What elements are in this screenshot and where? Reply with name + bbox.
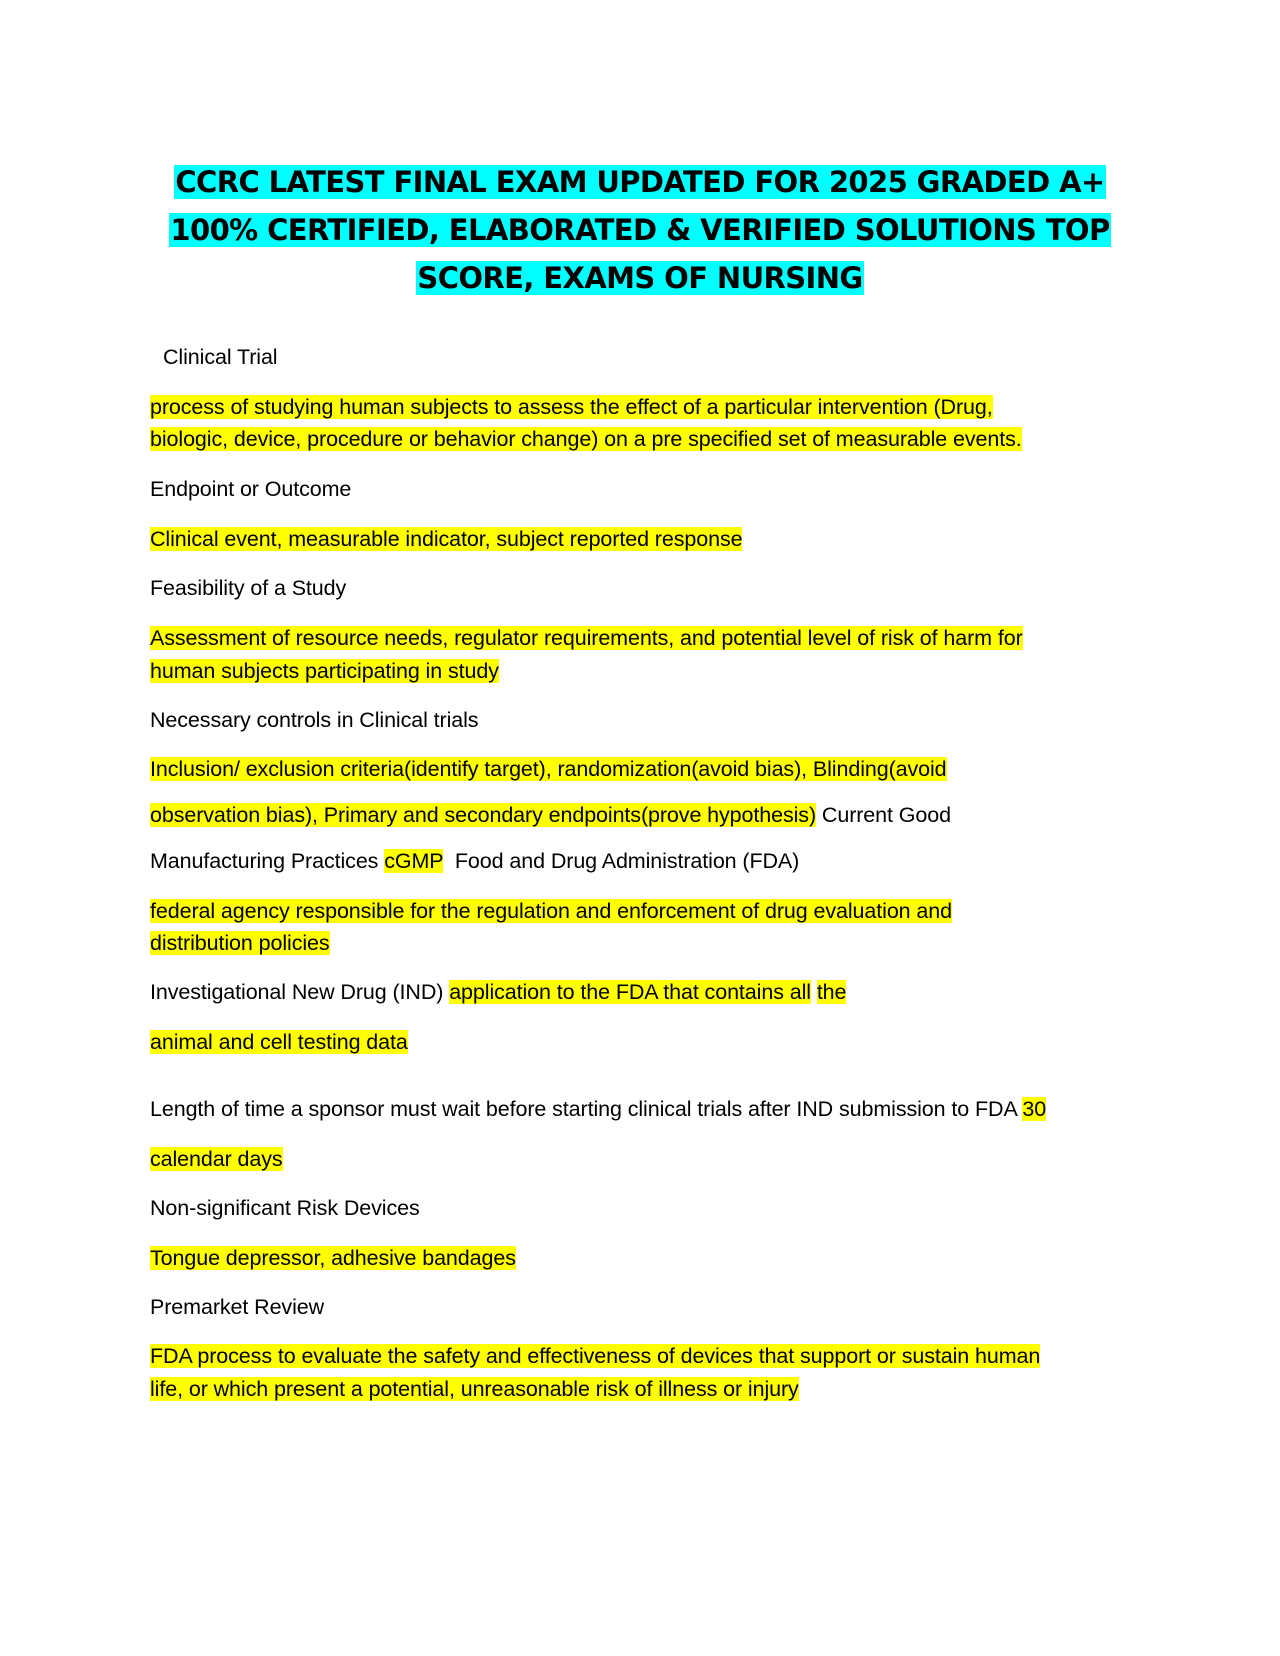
definition-ind-gap bbox=[811, 980, 817, 1004]
definition-premarket-review-line-2: life, or which present a potential, unreasonable risk of illness or injury bbox=[150, 1377, 799, 1401]
definition-cgmp: cGMP bbox=[384, 849, 444, 873]
definition-ind-line-2: animal and cell testing data bbox=[150, 1030, 408, 1054]
definition-ind-part-2: the bbox=[816, 980, 847, 1004]
term-cgmp-part-2: Manufacturing Practices bbox=[150, 849, 385, 873]
title-line-1: CCRC LATEST FINAL EXAM UPDATED FOR 2025 GRADED A+ bbox=[175, 165, 1105, 199]
definition-endpoint-outcome: Clinical event, measurable indicator, subject reported response bbox=[150, 527, 743, 551]
term-necessary-controls: Necessary controls in Clinical trials bbox=[150, 708, 479, 732]
title-line-2: 100% CERTIFIED, ELABORATED & VERIFIED SOLUTIONS TOP bbox=[170, 213, 1110, 247]
definition-nsr-devices: Tongue depressor, adhesive bandages bbox=[150, 1246, 516, 1270]
definition-feasibility-line-1: Assessment of resource needs, regulator requirements, and potential level of risk of harm for bbox=[150, 626, 1023, 650]
definition-feasibility-line-2: human subjects participating in study bbox=[150, 659, 499, 683]
definition-wait-time-line-2: calendar days bbox=[150, 1147, 283, 1171]
definition-clinical-trial-line-1: process of studying human subjects to assess the effect of a particular intervention (Drug, bbox=[150, 395, 993, 419]
term-cgmp-part-1: Current Good bbox=[816, 803, 951, 827]
cgmp-fda-line bbox=[150, 845, 799, 877]
definition-fda-line-1: federal agency responsible for the regulation and enforcement of drug evaluation and bbox=[150, 899, 952, 923]
term-premarket-review: Premarket Review bbox=[150, 1295, 325, 1319]
term-fda: Food and Drug Administration (FDA) bbox=[443, 849, 800, 873]
term-endpoint-outcome: Endpoint or Outcome bbox=[150, 477, 352, 501]
ind-line bbox=[150, 976, 846, 1008]
definition-necessary-controls-line-2: observation bias), Primary and secondary endpoints(prove hypothesis) Current Good bbox=[150, 803, 951, 827]
term-clinical-trial: Clinical Trial bbox=[163, 345, 278, 369]
term-nsr-devices: Non-significant Risk Devices bbox=[150, 1196, 420, 1220]
term-feasibility: Feasibility of a Study bbox=[150, 576, 347, 600]
definition-clinical-trial-line-2: biologic, device, procedure or behavior change) on a pre specified set of measurable events. bbox=[150, 427, 1022, 451]
definition-ind-part-1: application to the FDA that contains all bbox=[449, 980, 811, 1004]
term-ind: Investigational New Drug (IND) bbox=[150, 980, 450, 1004]
definition-necessary-controls-line-1: Inclusion/ exclusion criteria(identify target), randomization(avoid bias), Blinding(avoid bbox=[150, 757, 947, 781]
term-wait-time: Length of time a sponsor must wait before starting clinical trials after IND submission to FDA 30 bbox=[150, 1097, 1047, 1121]
document-title bbox=[150, 158, 1130, 302]
definition-premarket-review-line-1: FDA process to evaluate the safety and effectiveness of devices that support or sustain human bbox=[150, 1344, 1041, 1368]
definition-wait-time-part-1: 30 bbox=[1022, 1097, 1047, 1121]
title-line-3: SCORE, EXAMS OF NURSING bbox=[417, 261, 863, 295]
definition-fda-line-2: distribution policies bbox=[150, 931, 330, 955]
